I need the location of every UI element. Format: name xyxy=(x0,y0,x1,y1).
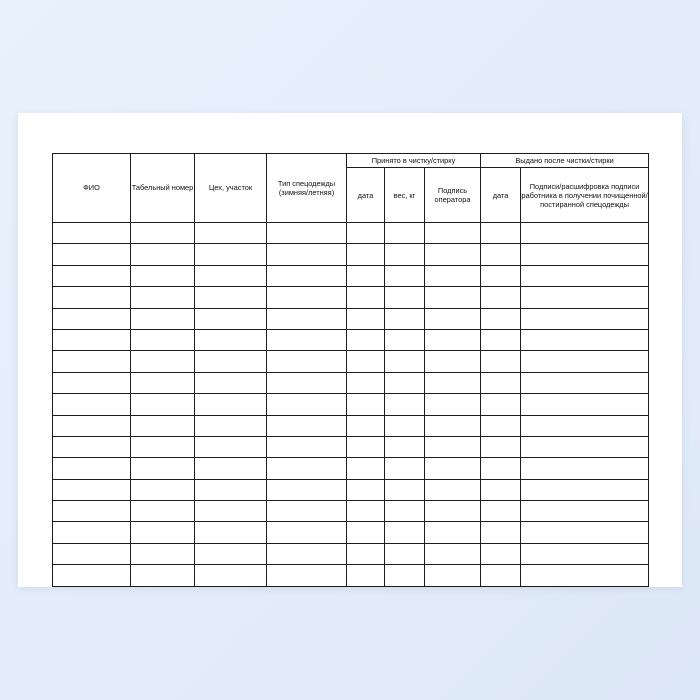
table-cell[interactable] xyxy=(53,415,131,436)
table-cell[interactable] xyxy=(267,244,347,265)
table-cell[interactable] xyxy=(425,436,481,457)
table-row[interactable] xyxy=(53,308,649,329)
table-cell[interactable] xyxy=(131,351,195,372)
table-cell[interactable] xyxy=(267,501,347,522)
table-cell[interactable] xyxy=(53,351,131,372)
table-cell[interactable] xyxy=(425,415,481,436)
col-header-weight: вес, кг xyxy=(385,168,425,223)
table-cell[interactable] xyxy=(425,287,481,308)
table-cell[interactable] xyxy=(131,501,195,522)
table-cell[interactable] xyxy=(425,565,481,586)
table-cell[interactable] xyxy=(53,372,131,393)
table-cell[interactable] xyxy=(481,372,521,393)
table-cell[interactable] xyxy=(53,329,131,350)
table-cell[interactable] xyxy=(195,244,267,265)
table-cell[interactable] xyxy=(425,265,481,286)
table-cell[interactable] xyxy=(195,458,267,479)
table-cell[interactable] xyxy=(347,351,385,372)
table-cell[interactable] xyxy=(195,565,267,586)
table-cell[interactable] xyxy=(481,308,521,329)
table-cell[interactable] xyxy=(267,329,347,350)
table-row[interactable] xyxy=(53,394,649,415)
table-cell[interactable] xyxy=(131,565,195,586)
table-cell[interactable] xyxy=(521,265,649,286)
table-cell[interactable] xyxy=(131,223,195,244)
table-cell[interactable] xyxy=(425,479,481,500)
table-row[interactable] xyxy=(53,287,649,308)
table-cell[interactable] xyxy=(521,244,649,265)
col-header-shop-area: Цех, участок xyxy=(195,154,267,223)
table-cell[interactable] xyxy=(481,501,521,522)
group-header-accepted: Принято в чистку/стирку xyxy=(347,154,481,168)
col-header-clothing-type: Тип спецодежды (зимняя/летняя) xyxy=(267,154,347,223)
table-cell[interactable] xyxy=(347,522,385,543)
table-cell[interactable] xyxy=(131,543,195,564)
table-row[interactable] xyxy=(53,265,649,286)
table-row[interactable] xyxy=(53,436,649,457)
table-cell[interactable] xyxy=(267,308,347,329)
table-head xyxy=(53,154,649,223)
table-cell[interactable] xyxy=(481,543,521,564)
table-cell[interactable] xyxy=(385,565,425,586)
table-cell[interactable] xyxy=(425,329,481,350)
table-cell[interactable] xyxy=(385,522,425,543)
table-cell[interactable] xyxy=(481,436,521,457)
table-cell[interactable] xyxy=(347,501,385,522)
table-cell[interactable] xyxy=(385,287,425,308)
table-cell[interactable] xyxy=(53,522,131,543)
table-cell[interactable] xyxy=(347,308,385,329)
table-body xyxy=(53,223,649,587)
table-cell[interactable] xyxy=(195,308,267,329)
table-cell[interactable] xyxy=(385,394,425,415)
table-cell[interactable] xyxy=(131,394,195,415)
table-cell[interactable] xyxy=(385,501,425,522)
table-cell[interactable] xyxy=(521,436,649,457)
table-cell[interactable] xyxy=(425,458,481,479)
table-cell[interactable] xyxy=(195,415,267,436)
col-header-issued-date: дата xyxy=(481,168,521,223)
table-cell[interactable] xyxy=(347,415,385,436)
table-cell[interactable] xyxy=(53,287,131,308)
table-row[interactable] xyxy=(53,223,649,244)
table-row[interactable] xyxy=(53,543,649,564)
table-cell[interactable] xyxy=(385,351,425,372)
table-cell[interactable] xyxy=(347,223,385,244)
table-cell[interactable] xyxy=(267,479,347,500)
table-cell[interactable] xyxy=(131,287,195,308)
table-cell[interactable] xyxy=(347,436,385,457)
table-cell[interactable] xyxy=(347,565,385,586)
table-cell[interactable] xyxy=(131,479,195,500)
table-cell[interactable] xyxy=(481,244,521,265)
table-container xyxy=(52,153,648,587)
col-header-accepted-date: дата xyxy=(347,168,385,223)
table-cell[interactable] xyxy=(131,436,195,457)
table-cell[interactable] xyxy=(53,501,131,522)
table-cell[interactable] xyxy=(425,394,481,415)
table-cell[interactable] xyxy=(131,265,195,286)
table-cell[interactable] xyxy=(131,522,195,543)
table-row[interactable] xyxy=(53,501,649,522)
table-cell[interactable] xyxy=(131,244,195,265)
col-header-operator-sign: Подпись оператора xyxy=(425,168,481,223)
table-cell[interactable] xyxy=(267,543,347,564)
table-cell[interactable] xyxy=(267,565,347,586)
table-cell[interactable] xyxy=(521,394,649,415)
table-cell[interactable] xyxy=(481,265,521,286)
table-cell[interactable] xyxy=(53,543,131,564)
table-cell[interactable] xyxy=(195,436,267,457)
table-cell[interactable] xyxy=(425,308,481,329)
table-cell[interactable] xyxy=(481,522,521,543)
table-cell[interactable] xyxy=(347,543,385,564)
table-cell[interactable] xyxy=(347,394,385,415)
table-cell[interactable] xyxy=(521,501,649,522)
table-cell[interactable] xyxy=(521,565,649,586)
table-cell[interactable] xyxy=(521,372,649,393)
table-cell[interactable] xyxy=(425,543,481,564)
table-cell[interactable] xyxy=(385,479,425,500)
table-cell[interactable] xyxy=(131,415,195,436)
table-cell[interactable] xyxy=(53,244,131,265)
table-cell[interactable] xyxy=(347,287,385,308)
table-cell[interactable] xyxy=(385,329,425,350)
table-cell[interactable] xyxy=(131,329,195,350)
table-cell[interactable] xyxy=(53,479,131,500)
table-cell[interactable] xyxy=(385,436,425,457)
table-cell[interactable] xyxy=(267,372,347,393)
table-cell[interactable] xyxy=(53,394,131,415)
table-row[interactable] xyxy=(53,522,649,543)
table-cell[interactable] xyxy=(481,415,521,436)
table-cell[interactable] xyxy=(195,329,267,350)
table-row[interactable] xyxy=(53,415,649,436)
table-cell[interactable] xyxy=(385,415,425,436)
table-cell[interactable] xyxy=(267,287,347,308)
table-cell[interactable] xyxy=(481,287,521,308)
table-cell[interactable] xyxy=(195,223,267,244)
table-cell[interactable] xyxy=(425,223,481,244)
table-cell[interactable] xyxy=(481,351,521,372)
table-cell[interactable] xyxy=(521,415,649,436)
table-cell[interactable] xyxy=(521,351,649,372)
table-cell[interactable] xyxy=(195,372,267,393)
table-cell[interactable] xyxy=(131,458,195,479)
table-cell[interactable] xyxy=(385,265,425,286)
table-row[interactable] xyxy=(53,458,649,479)
table-cell[interactable] xyxy=(481,458,521,479)
table-cell[interactable] xyxy=(53,436,131,457)
table-cell[interactable] xyxy=(195,287,267,308)
table-cell[interactable] xyxy=(521,522,649,543)
table-cell[interactable] xyxy=(481,329,521,350)
table-cell[interactable] xyxy=(195,265,267,286)
table-cell[interactable] xyxy=(385,372,425,393)
table-cell[interactable] xyxy=(385,458,425,479)
table-cell[interactable] xyxy=(267,223,347,244)
table-cell[interactable] xyxy=(53,223,131,244)
table-cell[interactable] xyxy=(53,458,131,479)
table-cell[interactable] xyxy=(481,394,521,415)
table-cell[interactable] xyxy=(267,458,347,479)
table-row[interactable] xyxy=(53,565,649,586)
table-cell[interactable] xyxy=(521,308,649,329)
table-cell[interactable] xyxy=(131,308,195,329)
table-cell[interactable] xyxy=(481,479,521,500)
table-cell[interactable] xyxy=(481,223,521,244)
table-cell[interactable] xyxy=(425,501,481,522)
table-cell[interactable] xyxy=(195,543,267,564)
col-header-worker-sign: Подписи/расшифровка подписи работника в получении почищенной/постиранной спецодежды xyxy=(521,168,649,223)
table-cell[interactable] xyxy=(267,436,347,457)
table-cell[interactable] xyxy=(53,265,131,286)
table-cell[interactable] xyxy=(53,565,131,586)
table-cell[interactable] xyxy=(195,501,267,522)
table-row[interactable] xyxy=(53,244,649,265)
table-cell[interactable] xyxy=(385,223,425,244)
table-row[interactable] xyxy=(53,372,649,393)
table-cell[interactable] xyxy=(267,415,347,436)
table-cell[interactable] xyxy=(347,372,385,393)
header-group-row xyxy=(53,154,649,168)
table-cell[interactable] xyxy=(347,265,385,286)
table-cell[interactable] xyxy=(347,244,385,265)
table-cell[interactable] xyxy=(53,308,131,329)
table-cell[interactable] xyxy=(195,394,267,415)
table-cell[interactable] xyxy=(267,394,347,415)
table-cell[interactable] xyxy=(521,329,649,350)
table-cell[interactable] xyxy=(481,565,521,586)
laundry-register-table xyxy=(52,153,649,587)
table-row[interactable] xyxy=(53,351,649,372)
table-row[interactable] xyxy=(53,329,649,350)
table-cell[interactable] xyxy=(195,351,267,372)
table-cell[interactable] xyxy=(385,543,425,564)
table-cell[interactable] xyxy=(521,543,649,564)
table-row[interactable] xyxy=(53,479,649,500)
document-sheet xyxy=(18,113,682,587)
col-header-fio: ФИО xyxy=(53,154,131,223)
table-cell[interactable] xyxy=(425,351,481,372)
table-cell[interactable] xyxy=(521,479,649,500)
table-cell[interactable] xyxy=(347,479,385,500)
table-cell[interactable] xyxy=(347,329,385,350)
col-header-tab-number: Табельный номер xyxy=(131,154,195,223)
table-cell[interactable] xyxy=(425,244,481,265)
table-cell[interactable] xyxy=(267,265,347,286)
table-cell[interactable] xyxy=(195,479,267,500)
table-cell[interactable] xyxy=(267,522,347,543)
table-cell[interactable] xyxy=(521,223,649,244)
table-cell[interactable] xyxy=(521,287,649,308)
table-cell[interactable] xyxy=(425,372,481,393)
table-cell[interactable] xyxy=(267,351,347,372)
group-header-issued: Выдано после чистки/стирки xyxy=(481,154,649,168)
table-cell[interactable] xyxy=(195,522,267,543)
table-cell[interactable] xyxy=(425,522,481,543)
table-cell[interactable] xyxy=(347,458,385,479)
table-cell[interactable] xyxy=(521,458,649,479)
table-cell[interactable] xyxy=(131,372,195,393)
table-cell[interactable] xyxy=(385,308,425,329)
table-cell[interactable] xyxy=(385,244,425,265)
